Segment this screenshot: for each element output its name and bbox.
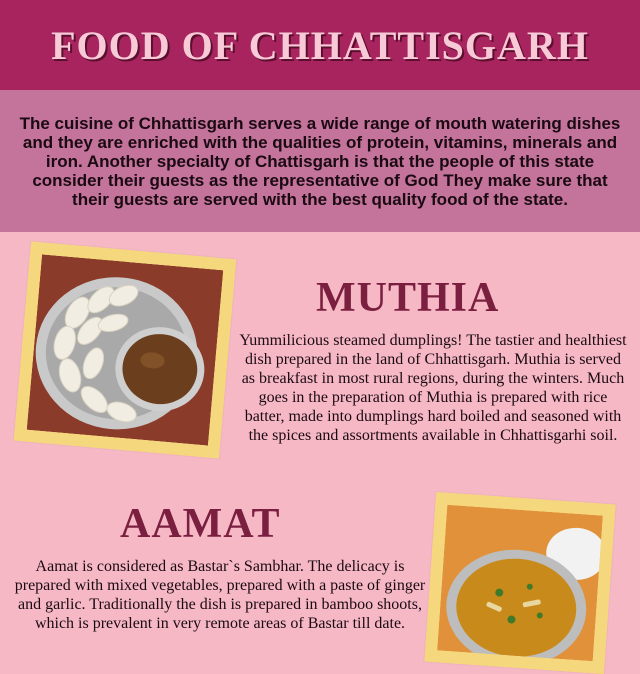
- intro-text: The cuisine of Chhattisgarh serves a wide range of mouth watering dishes and they are enriched with the qualities of protein, vitamins, minerals and iron. Another specialty of Chattisgarh is that the people of this state consider their guests as the representative of God They make sure that their guests are served with the best quality food of the state.: [19, 113, 621, 209]
- page-header: [0, 0, 640, 90]
- muthia-plate-image: [27, 254, 224, 445]
- dish-description-aamat: Aamat is considered as Bastar`s Sambhar. The delicacy is prepared with mixed vegetables, prepared with a paste of ginger and garlic. Traditionally the dish is prepared in bamboo shoots, which is prevalent in very remote areas of Bastar till date.: [14, 558, 426, 632]
- dish-title-muthia: MUTHIA: [316, 275, 500, 321]
- page-title: FOOD OF CHHATTISGARH: [51, 22, 589, 68]
- dish-description-muthia: Yummilicious steamed dumplings! The tastier and healthiest dish prepared in the land of Chhattisgarh. Muthia is served as breakfast in most rural regions, during the winters. Much goes in the preparation of Muthia is prepared with rice batter, made into dumplings hard boiled and seasoned with the spices and assortments available in Chhattisgarhi soil.: [239, 332, 627, 444]
- aamat-bowl-image: [437, 505, 603, 662]
- dish-title-aamat: AAMAT: [120, 501, 281, 547]
- intro-section: [0, 90, 640, 232]
- muthia-photo: [14, 241, 237, 458]
- aamat-photo: [424, 492, 615, 674]
